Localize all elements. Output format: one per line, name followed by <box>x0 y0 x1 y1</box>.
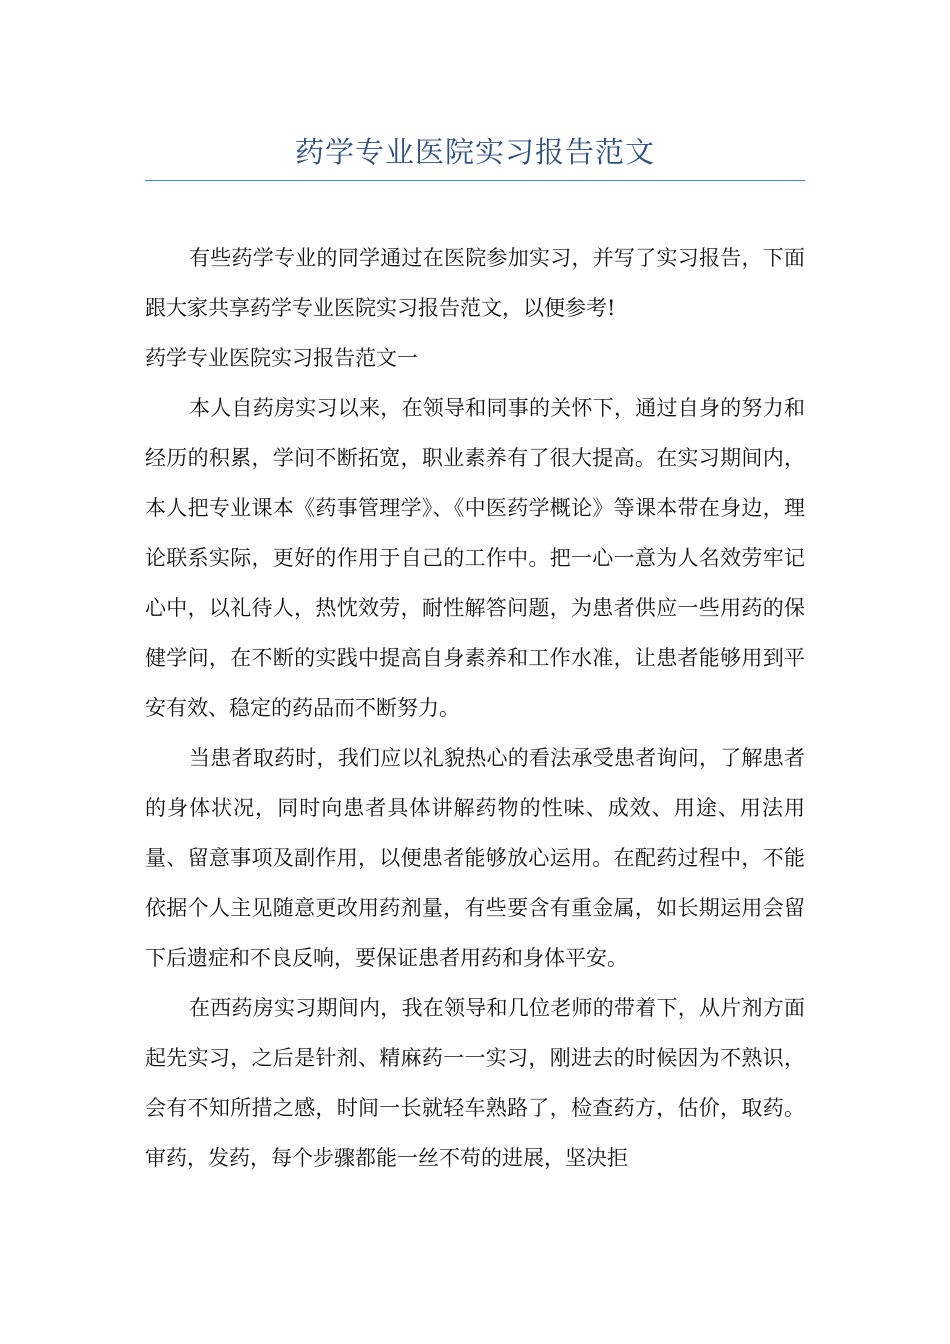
body-paragraph-3: 在西药房实习期间内，我在领导和几位老师的带着下，从片剂方面起先实习，之后是针剂、精麻药一一实习，刚进去的时候因为不熟识，会有不知所措之感，时间一长就轻车熟路了，检查药方，估价，取药。审药，发药，每个步骤都能一丝不苟的进展，坚决拒 <box>145 996 805 1170</box>
title-underline <box>145 180 805 181</box>
document-body <box>145 233 805 1183</box>
body-paragraph-2: 当患者取药时，我们应以礼貌热心的看法承受患者询问，了解患者的身体状况，同时向患者具体讲解药物的性味、成效、用途、用法用量、留意事项及副作用，以便患者能够放心运用。在配药过程中，不能依据个人主见随意更改用药剂量，有些要含有重金属，如长期运用会留下后遗症和不良反响，要保证患者用药和身体平安。 <box>145 746 805 970</box>
intro-paragraph: 有些药学专业的同学通过在医院参加实习，并写了实习报告，下面跟大家共享药学专业医院实习报告范文，以便参考! <box>145 246 805 320</box>
document-title: 药学专业医院实习报告范文 <box>294 135 655 169</box>
body-paragraph-1: 本人自药房实习以来，在领导和同事的关怀下，通过自身的努力和经历的积累，学问不断拓宽，职业素养有了很大提高。在实习期间内，本人把专业课本《药事管理学》、《中医药学概论》等课本带在身边，理论联系实际，更好的作用于自己的工作中。把一心一意为人名效劳牢记心中，以礼待人，热忱效劳，耐性解答问题，为患者供应一些用药的保健学问，在不断的实践中提高自身素养和工作水准，让患者能够用到平安有效、稳定的药品而不断努力。 <box>145 396 805 720</box>
section-heading: 药学专业医院实习报告范文一 <box>145 346 418 370</box>
